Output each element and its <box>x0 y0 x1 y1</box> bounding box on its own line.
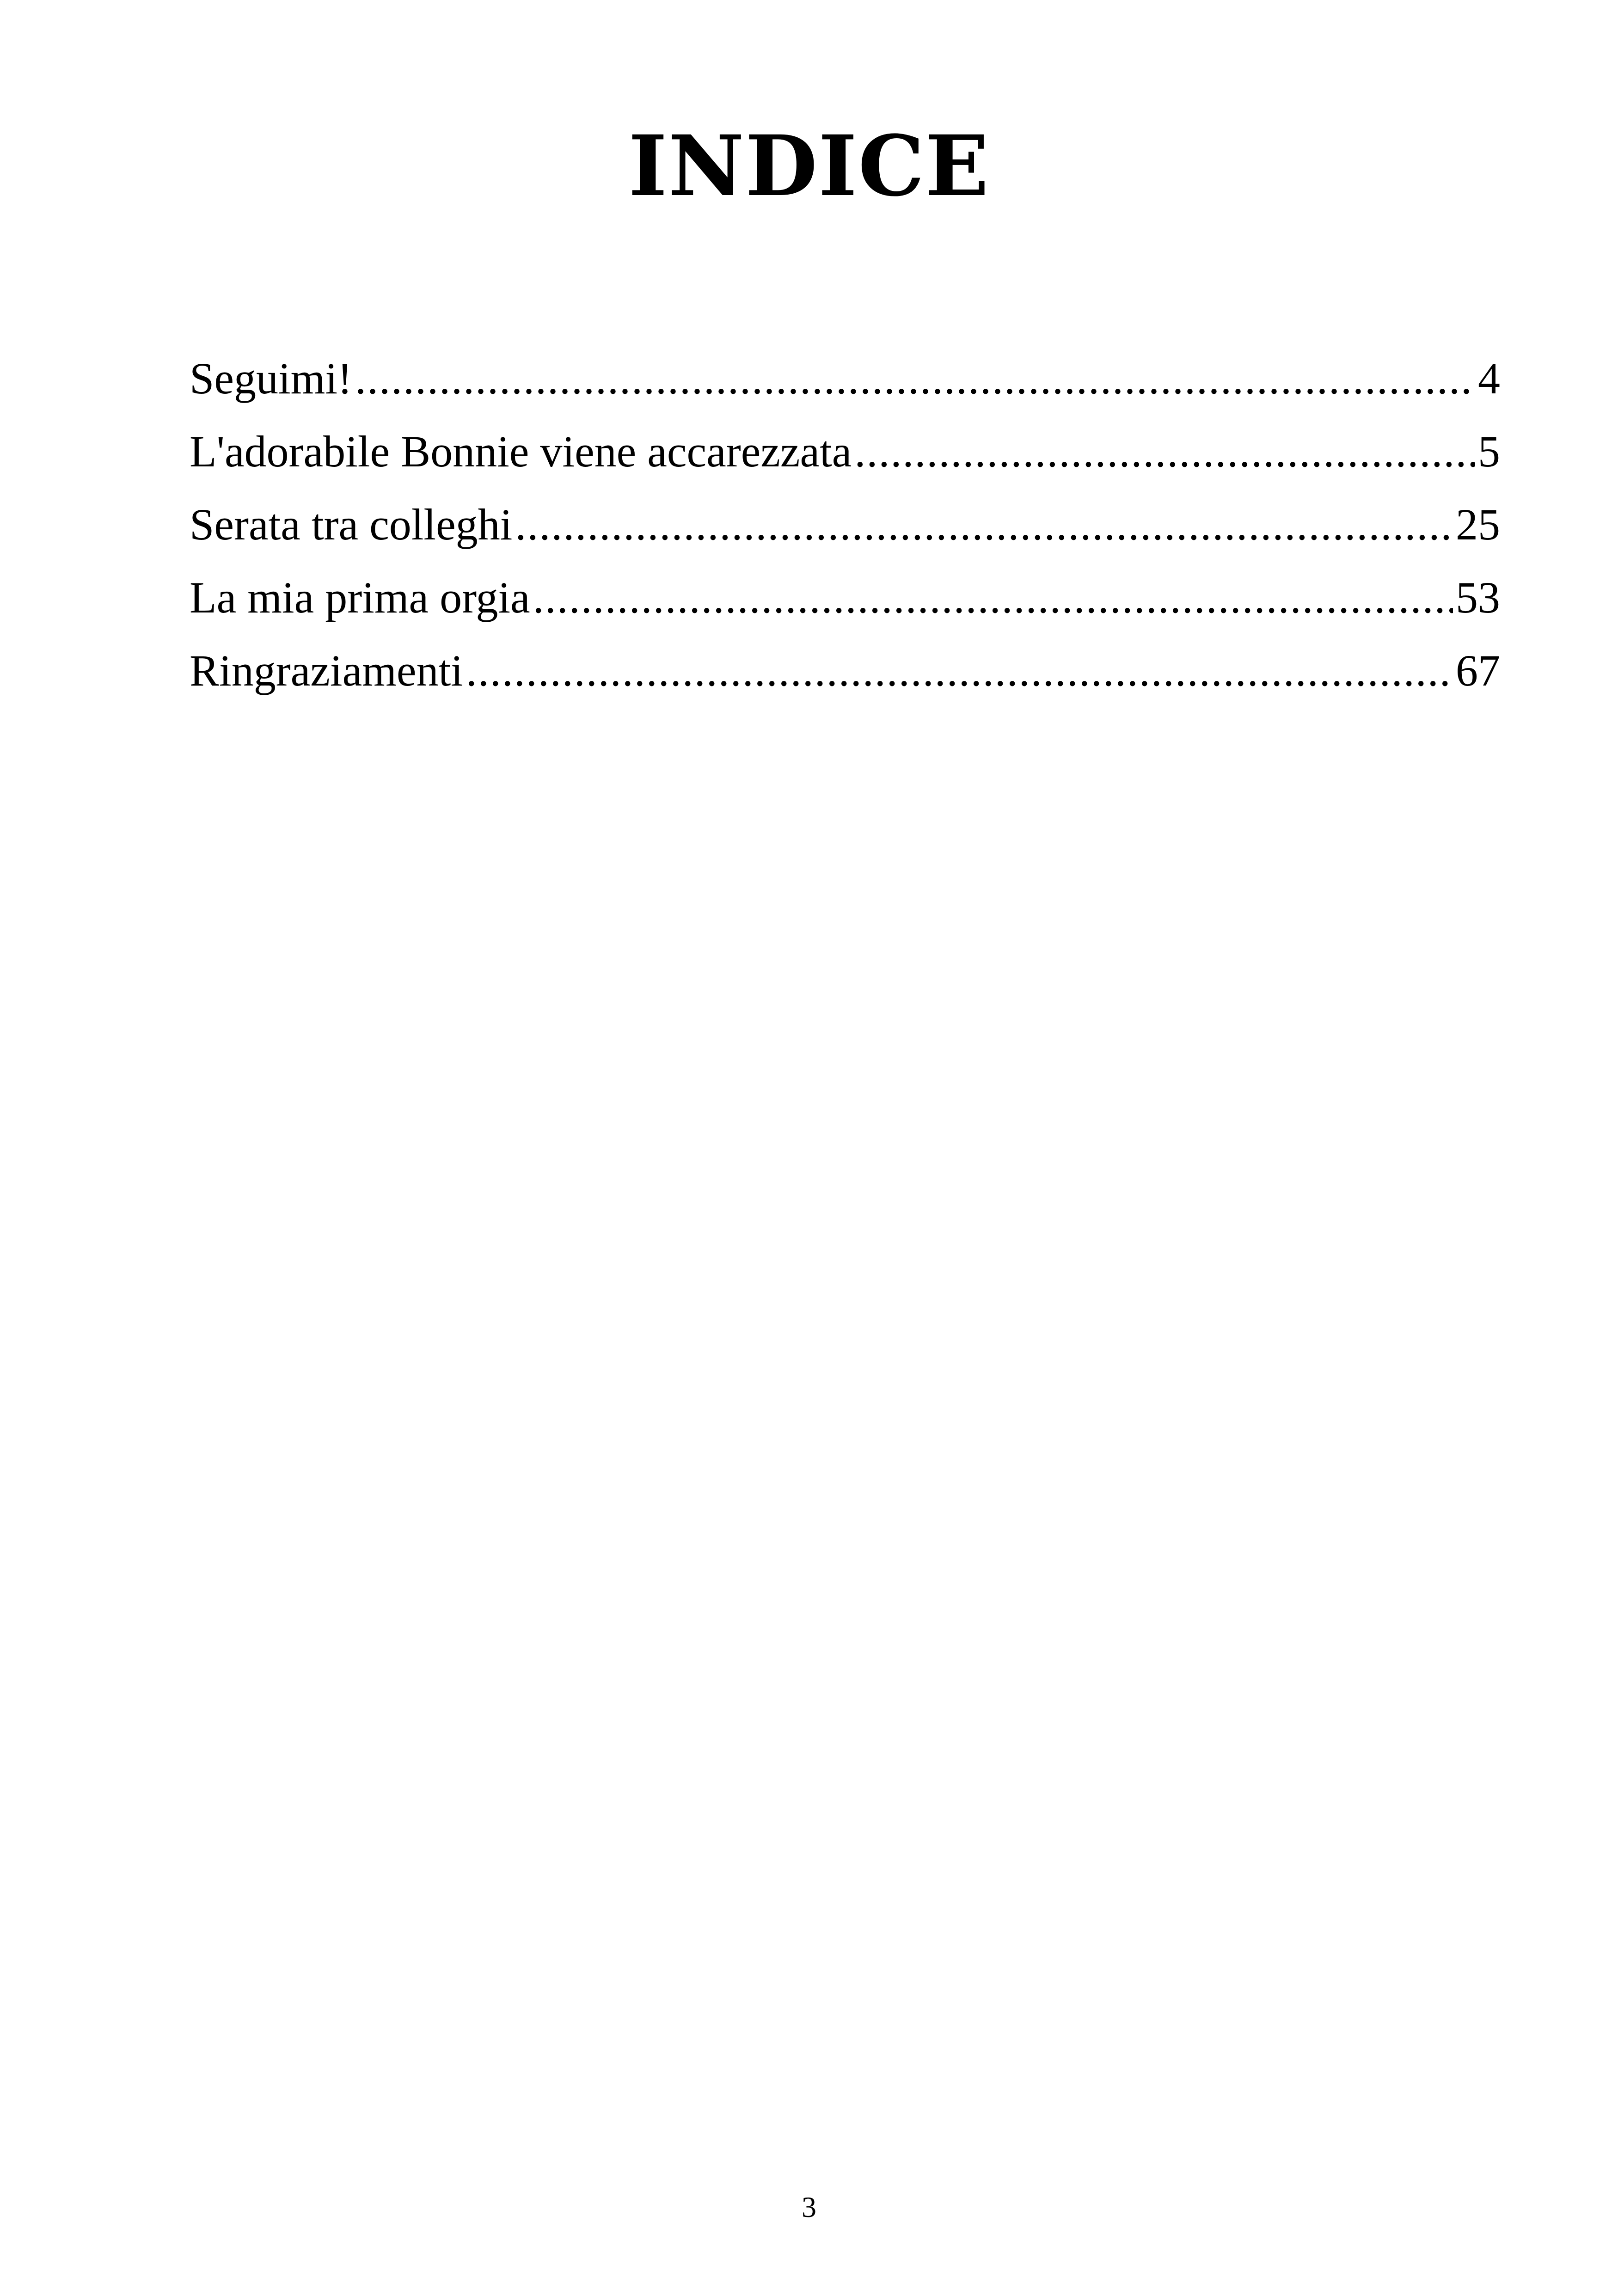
toc-entry[interactable] <box>190 342 1500 415</box>
toc-entry[interactable] <box>190 415 1500 488</box>
toc-entry-title: Ringraziamenti <box>190 646 463 695</box>
page-number: 3 <box>802 2191 816 2223</box>
toc-dot-leader <box>515 488 1453 561</box>
toc-dot-leader <box>466 634 1453 707</box>
toc-entry-page: 67 <box>1456 646 1500 695</box>
toc-dot-leader <box>854 415 1475 488</box>
toc-entry[interactable] <box>190 634 1500 707</box>
table-of-contents <box>190 342 1500 707</box>
toc-entry-title: La mia prima orgia <box>190 573 530 622</box>
toc-entry-title: Seguimi! <box>190 354 352 403</box>
toc-entry-page: 53 <box>1456 573 1500 622</box>
toc-entry-page: 4 <box>1478 354 1500 403</box>
toc-entry-title: Serata tra colleghi <box>190 500 513 549</box>
toc-entry[interactable] <box>190 488 1500 561</box>
page-title: INDICE <box>628 117 990 215</box>
toc-entry[interactable] <box>190 561 1500 634</box>
toc-entry-title: L'adorabile Bonnie viene accarezzata <box>190 427 852 476</box>
toc-dot-leader <box>355 342 1475 415</box>
toc-entry-page: 25 <box>1456 500 1500 549</box>
toc-entry-page: 5 <box>1478 427 1500 476</box>
toc-dot-leader <box>533 561 1453 634</box>
